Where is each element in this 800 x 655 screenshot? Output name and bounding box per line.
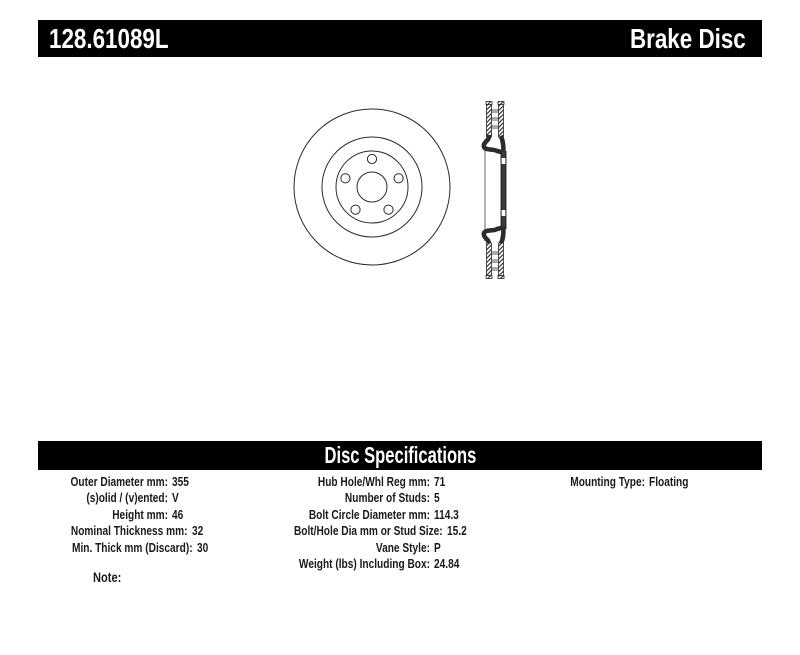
spec-label: Number of Studs:	[344, 490, 430, 506]
spec-value: 30	[196, 539, 208, 555]
brake-disc-front-view-drawing	[294, 109, 450, 265]
vented-ring-bottom	[486, 243, 504, 279]
spec-label: Bolt/Hole Dia mm or Stud Size:	[293, 523, 443, 539]
vented-ring-top	[486, 102, 504, 138]
spec-value: 71	[434, 474, 446, 489]
spec-row	[252, 556, 496, 572]
spec-value: Floating	[649, 474, 689, 489]
spec-label: Vane Style:	[375, 539, 430, 555]
spec-row	[38, 540, 252, 556]
spec-value: 355	[172, 474, 189, 489]
header-bar	[38, 20, 762, 57]
hat-wall	[501, 151, 506, 229]
friction-surface-inner-edge	[322, 137, 422, 237]
disc-outer-edge	[294, 109, 450, 265]
part-number: 128.61089L	[49, 22, 169, 54]
spec-value: 114.3	[434, 506, 459, 522]
spec-row	[38, 490, 252, 506]
hat-transition-top	[484, 135, 504, 153]
stud-holes	[341, 154, 403, 214]
spec-label: Hub Hole/Whl Reg mm:	[317, 474, 430, 489]
stud-hole-notch-lower	[502, 210, 506, 216]
spec-label: Bolt Circle Diameter mm:	[308, 506, 430, 522]
spec-row	[252, 540, 496, 556]
spec-label: Mounting Type:	[570, 474, 645, 489]
spec-row	[252, 474, 496, 490]
spec-label: Min. Thick mm (Discard):	[72, 539, 193, 555]
technical-drawing	[280, 95, 530, 285]
section-bar	[38, 441, 762, 470]
spec-row	[252, 490, 496, 506]
hat-edge	[336, 151, 408, 223]
hat-transition-bottom	[484, 227, 504, 245]
spec-value: P	[434, 539, 441, 555]
spec-label: Height mm:	[112, 506, 168, 522]
spec-row	[38, 523, 252, 539]
spec-label: Outer Diameter mm:	[70, 474, 168, 489]
spec-value: 24.84	[434, 555, 460, 571]
stud-hole-notch-upper	[502, 158, 506, 164]
brake-disc-cross-section-drawing	[484, 102, 506, 279]
spec-label: (s)olid / (v)ented:	[86, 490, 168, 506]
spec-row	[38, 507, 252, 523]
spec-row	[252, 507, 496, 523]
product-title: Brake Disc	[630, 22, 746, 54]
spec-column-left	[38, 474, 252, 556]
spec-row	[38, 474, 252, 490]
spec-label: Weight (lbs) Including Box:	[298, 555, 430, 571]
spec-value: 5	[434, 490, 440, 506]
section-title: Disc Specifications	[324, 442, 476, 468]
spec-value: 15.2	[446, 523, 467, 539]
spec-column-middle	[252, 474, 496, 572]
spec-value: 46	[172, 506, 184, 522]
spec-column-right	[532, 474, 762, 490]
spec-value: 32	[191, 523, 203, 539]
spec-row	[532, 474, 762, 490]
spec-label: Nominal Thickness mm:	[70, 523, 188, 539]
note-label: Note:	[93, 570, 122, 585]
spec-value: V	[172, 490, 179, 506]
center-hub-hole	[357, 172, 387, 202]
spec-row	[252, 523, 496, 539]
